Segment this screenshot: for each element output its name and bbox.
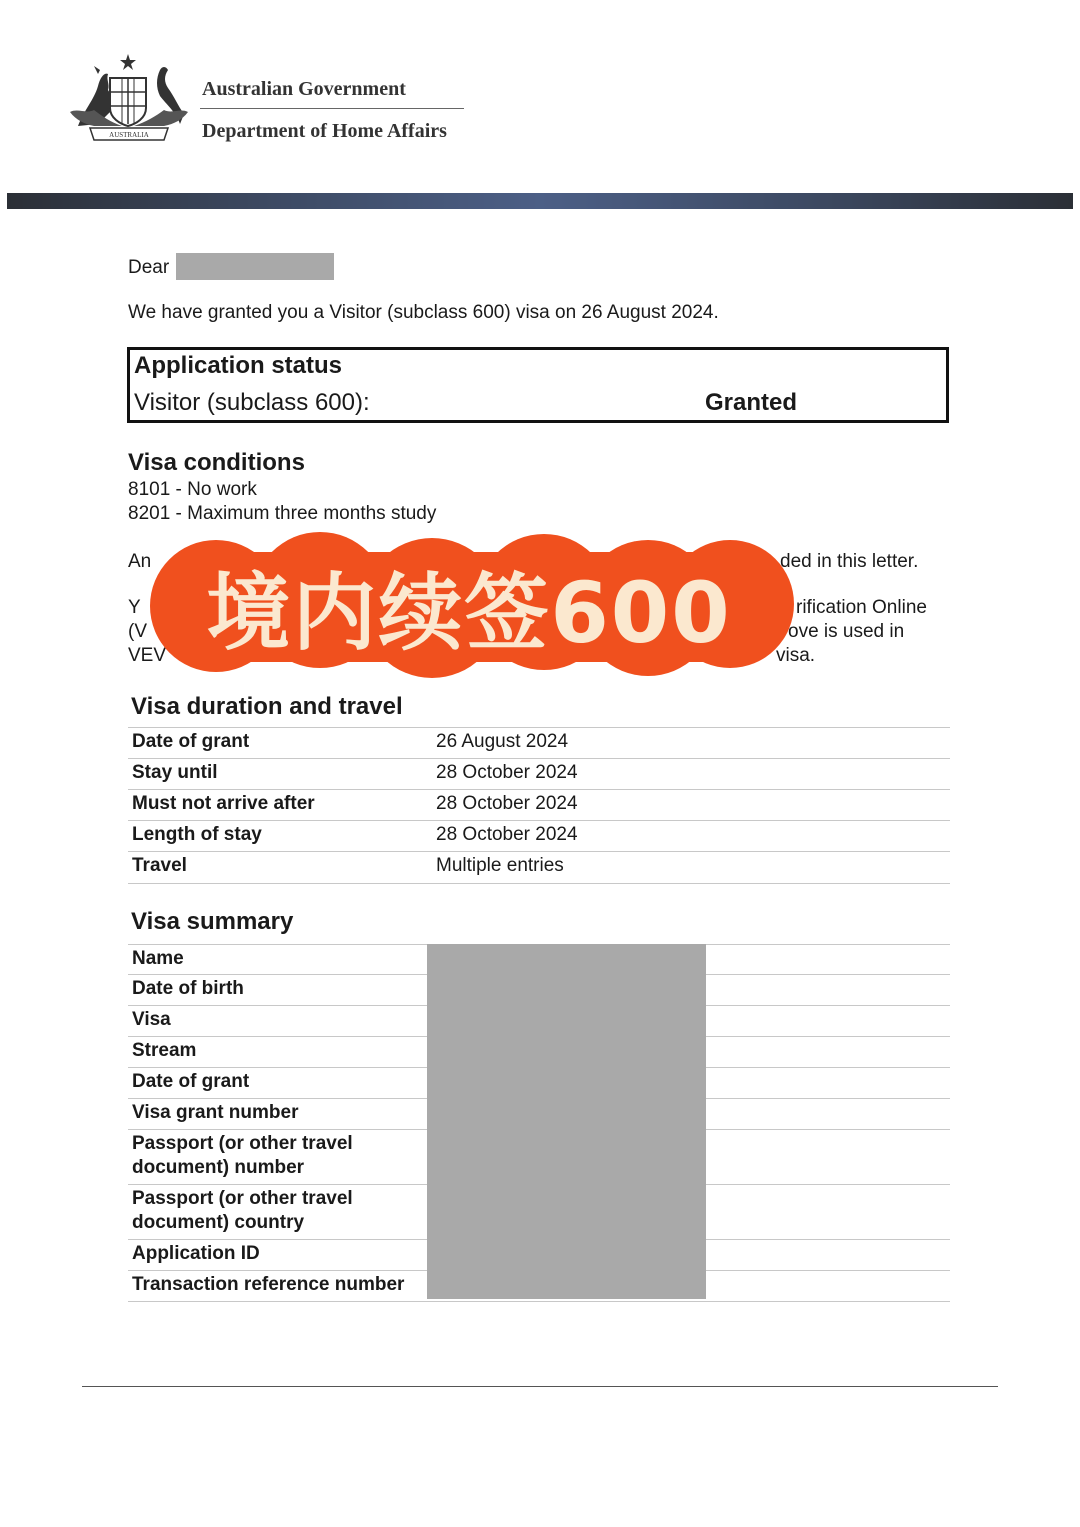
duration-table <box>128 727 950 885</box>
row-label: Name <box>132 948 184 969</box>
row-value: 28 October 2024 <box>436 793 578 814</box>
department-name: Department of Home Affairs <box>202 120 447 142</box>
table-row <box>128 759 950 790</box>
redaction-block <box>427 944 706 1299</box>
row-label: Visa grant number <box>132 1102 299 1123</box>
obscured-text-fragment: rification Online <box>796 597 927 618</box>
obscured-text-fragment: Y <box>128 597 141 618</box>
row-label: Date of birth <box>132 978 244 999</box>
grant-sentence: We have granted you a Visitor (subclass 600) visa on 26 August 2024. <box>128 302 719 323</box>
obscured-text-fragment: ove is used in <box>788 621 905 642</box>
row-label: Application ID <box>132 1243 260 1264</box>
salutation: Dear <box>128 257 170 278</box>
obscured-text-fragment: visa. <box>776 645 816 666</box>
row-label: Passport (or other travel document) country <box>132 1188 353 1233</box>
condition-item: 8201 - Maximum three months study <box>128 503 437 524</box>
row-label: Must not arrive after <box>132 793 315 814</box>
row-label: Passport (or other travel document) number <box>132 1133 353 1178</box>
coat-of-arms-icon <box>64 52 194 144</box>
status-title: Application status <box>134 352 343 379</box>
table-row <box>128 852 950 884</box>
table-row <box>128 790 950 821</box>
row-label: Length of stay <box>132 824 262 845</box>
row-label: Date of grant <box>132 731 250 752</box>
row-label: Stay until <box>132 762 218 783</box>
conditions-heading: Visa conditions <box>128 449 305 476</box>
condition-item: 8101 - No work <box>128 479 257 500</box>
summary-heading: Visa summary <box>131 908 294 935</box>
header-banner <box>7 193 1073 209</box>
obscured-text-fragment: ded in this letter. <box>780 551 919 572</box>
status-value: Granted <box>705 389 798 416</box>
row-value: 26 August 2024 <box>436 731 569 752</box>
row-value: 28 October 2024 <box>436 762 578 783</box>
row-label: Date of grant <box>132 1071 250 1092</box>
footer-divider <box>82 1386 998 1387</box>
header-divider <box>200 108 464 109</box>
table-row <box>128 727 950 759</box>
overlay-text: 境内续签600 <box>206 563 732 662</box>
obscured-text-fragment: An <box>128 551 152 572</box>
table-row <box>128 821 950 852</box>
duration-heading: Visa duration and travel <box>131 693 403 720</box>
redaction-block <box>176 253 334 280</box>
status-visa-label: Visitor (subclass 600): <box>134 389 370 416</box>
row-label: Visa <box>132 1009 171 1030</box>
obscured-text-fragment: VEV <box>128 645 167 666</box>
row-value: 28 October 2024 <box>436 824 578 845</box>
obscured-text-fragment: (V <box>128 621 147 642</box>
row-label: Stream <box>132 1040 197 1061</box>
row-label: Transaction reference number <box>132 1274 405 1295</box>
row-label: Travel <box>132 855 187 876</box>
svg-text:AUSTRALIA: AUSTRALIA <box>109 131 149 139</box>
row-value: Multiple entries <box>436 855 564 876</box>
org-name: Australian Government <box>202 78 406 100</box>
